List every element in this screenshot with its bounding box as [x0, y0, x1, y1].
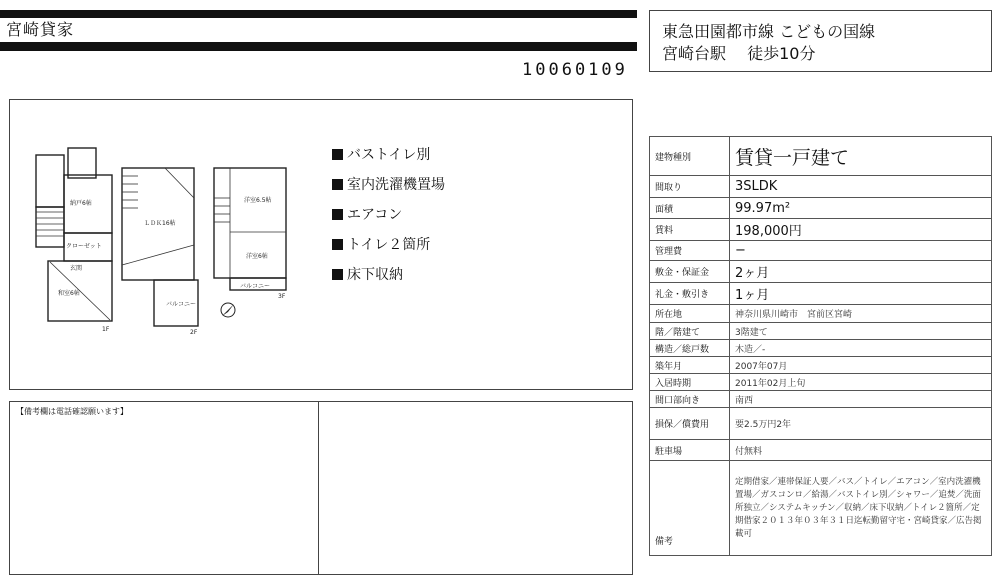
spec-value: 198,000円 [730, 219, 992, 241]
station-line-1: 東急田園都市線 こどもの国線 [662, 22, 876, 41]
notes-divider [318, 402, 319, 574]
compass-icon [221, 303, 235, 317]
spec-row [650, 219, 992, 241]
floor-label-1: 1F [102, 326, 110, 333]
spec-key: 備考 [650, 461, 730, 556]
floor3-outline [214, 168, 286, 278]
header-bar-bottom [0, 42, 637, 51]
spec-key: 面積 [650, 198, 730, 219]
spec-key: 所在地 [650, 305, 730, 323]
feature-item: バストイレ別 [332, 144, 430, 164]
spec-value: 付無料 [730, 440, 992, 461]
feature-item: 室内洗濯機置場 [332, 174, 445, 194]
floorplan-panel [9, 99, 633, 390]
spec-key: 礼金・敷引き [650, 283, 730, 305]
floorplan-drawing [10, 140, 310, 380]
room-label-balcony-3f: バルコニー [240, 283, 271, 290]
spec-value: 神奈川県川崎市 宮前区宮崎 [730, 305, 992, 323]
floor1-utility-block [36, 155, 64, 207]
spec-key: 間口部向き [650, 391, 730, 408]
spec-value: 賃貸一戸建て [730, 137, 992, 176]
spec-row [650, 305, 992, 323]
room-label-japanese: 和室6帖 [58, 290, 80, 297]
spec-value: − [730, 241, 992, 261]
room-label-ldk: ＬＤＫ16帖 [144, 220, 176, 227]
spec-key: 間取り [650, 176, 730, 198]
property-spec-table [649, 136, 992, 556]
feature-item: トイレ２箇所 [332, 234, 430, 254]
room-label-entrance: 玄関 [70, 265, 83, 272]
spec-key: 駐車場 [650, 440, 730, 461]
spec-row [650, 137, 992, 176]
spec-value: 3階建て [730, 323, 992, 340]
spec-key: 敷金・保証金 [650, 261, 730, 283]
spec-row [650, 374, 992, 391]
spec-value: 要2.5万円2年 [730, 408, 992, 440]
spec-value: 2011年02月上旬 [730, 374, 992, 391]
room-label-storage: 納戸6帖 [70, 200, 92, 207]
floor1-bath [68, 148, 96, 178]
header-bar-top [0, 10, 637, 18]
spec-row [650, 198, 992, 219]
spec-key: 建物種別 [650, 137, 730, 176]
spec-row [650, 241, 992, 261]
spec-row [650, 340, 992, 357]
spec-value: 2ヶ月 [730, 261, 992, 283]
spec-key: 構造／総戸数 [650, 340, 730, 357]
spec-key: 管理費 [650, 241, 730, 261]
feature-item: 床下収納 [332, 264, 403, 284]
floor-label-2: 2F [190, 329, 198, 336]
spec-row [650, 323, 992, 340]
notes-label: 【備考欄は電話確認願います】 [16, 407, 128, 416]
station-box [649, 10, 992, 72]
room-label-western-3f-a: 洋室6.5帖 [244, 197, 272, 204]
spec-row [650, 391, 992, 408]
floor1-stairs [36, 207, 64, 247]
feature-item: エアコン [332, 204, 402, 224]
property-number: 10060109 [522, 60, 628, 80]
spec-value: 99.97m² [730, 198, 992, 219]
spec-row [650, 461, 992, 556]
spec-row [650, 261, 992, 283]
spec-value: 2007年07月 [730, 357, 992, 374]
spec-row [650, 408, 992, 440]
spec-key: 築年月 [650, 357, 730, 374]
spec-key: 入居時期 [650, 374, 730, 391]
spec-key: 損保／償費用 [650, 408, 730, 440]
spec-value: 木造／- [730, 340, 992, 357]
room-label-closet: クローゼット [66, 243, 102, 250]
room-label-western-3f-b: 洋室6帖 [246, 253, 268, 260]
spec-key: 賃料 [650, 219, 730, 241]
spec-key: 階／階建て [650, 323, 730, 340]
room-label-balcony-2f: バルコニー [166, 301, 197, 308]
station-line-2: 宮崎台駅 徒歩10分 [662, 44, 816, 63]
spec-row [650, 176, 992, 198]
spec-value: 南西 [730, 391, 992, 408]
floor-label-3: 3F [278, 293, 286, 300]
page-title: 宮崎貸家 [6, 20, 75, 39]
spec-row [650, 357, 992, 374]
spec-value: 1ヶ月 [730, 283, 992, 305]
spec-row [650, 283, 992, 305]
notes-panel [9, 401, 633, 575]
spec-value: 定期借家／連帯保証人要／バス／トイレ／エアコン／室内洗濯機置場／ガスコンロ／給湯／バストイレ別／シャワー／追焚／洗面所独立／システムキッチン／収納／床下収納／トイレ２箇所／定期借家２０１３年０３年３１日迄転勤留守宅・宮崎貸家／広告掲載可 [730, 461, 992, 556]
spec-row [650, 440, 992, 461]
spec-value: 3SLDK [730, 176, 992, 198]
